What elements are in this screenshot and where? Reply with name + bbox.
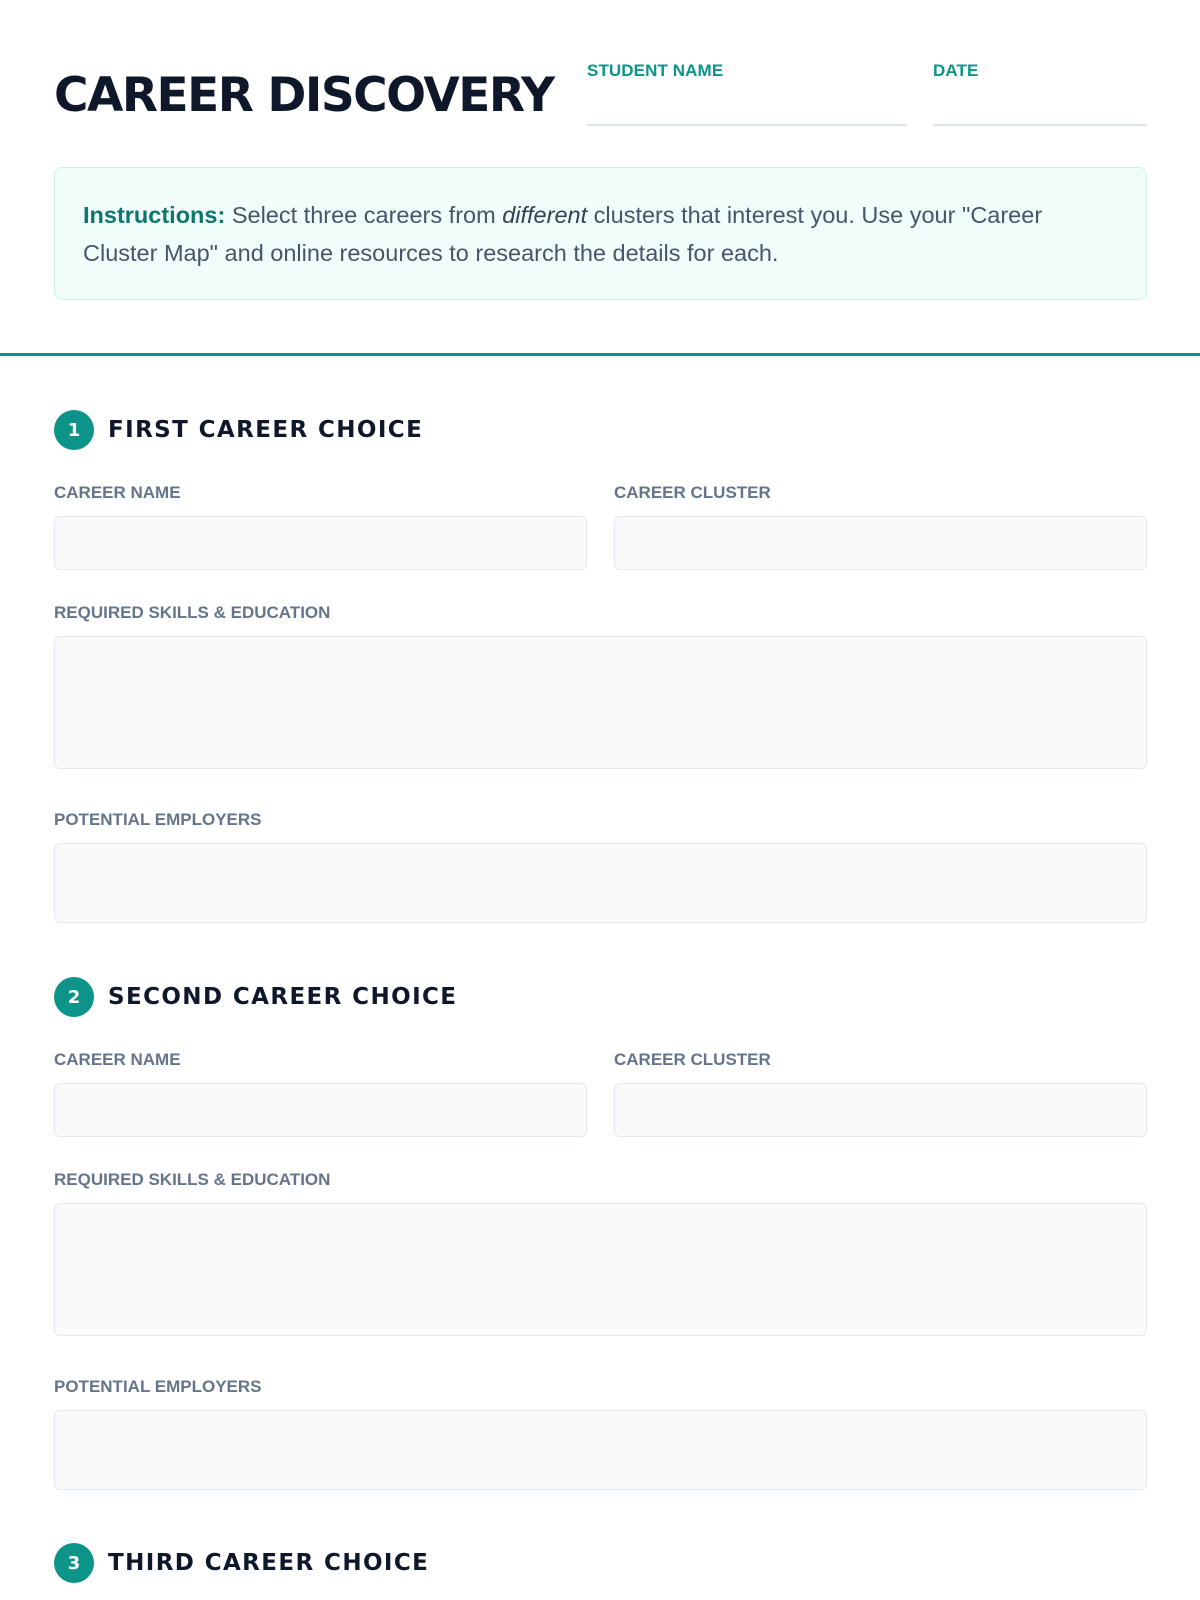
section-number-badge: 3 (54, 1543, 94, 1583)
skills-label: REQUIRED SKILLS & EDUCATION (54, 603, 331, 622)
career-name-input[interactable] (54, 516, 587, 570)
instructions-box (54, 167, 1147, 300)
employers-label: POTENTIAL EMPLOYERS (54, 810, 262, 829)
section-header (54, 410, 423, 450)
career-cluster-input[interactable] (614, 516, 1147, 570)
section-title: THIRD CAREER CHOICE (108, 1550, 430, 1576)
skills-label: REQUIRED SKILLS & EDUCATION (54, 1170, 331, 1189)
student-name-input-line[interactable] (587, 124, 907, 126)
date-label: DATE (933, 61, 979, 80)
section-title: FIRST CAREER CHOICE (108, 417, 424, 443)
career-name-label: CAREER NAME (54, 483, 181, 502)
employers-textarea[interactable] (54, 1410, 1147, 1490)
career-name-input[interactable] (54, 1083, 587, 1137)
career-cluster-label: CAREER CLUSTER (614, 1050, 771, 1069)
instructions-text-before: Select three careers from (225, 202, 503, 228)
section-number-badge: 1 (54, 410, 94, 450)
skills-textarea[interactable] (54, 1203, 1147, 1336)
section-title: SECOND CAREER CHOICE (108, 984, 458, 1010)
instructions-text-after: clusters that interest you. Use your "Career Cluster Map" and online resources to research the details for each. (83, 202, 1043, 266)
instructions-emphasis: different (502, 202, 588, 228)
student-name-label: STUDENT NAME (587, 61, 724, 80)
section-header (54, 1543, 429, 1583)
career-cluster-input[interactable] (614, 1083, 1147, 1137)
date-field (933, 60, 1147, 82)
career-cluster-label: CAREER CLUSTER (614, 483, 771, 502)
skills-textarea[interactable] (54, 636, 1147, 769)
instructions-label: Instructions: (83, 202, 226, 228)
employers-textarea[interactable] (54, 843, 1147, 923)
section-number-badge: 2 (54, 977, 94, 1017)
section-header (54, 977, 457, 1017)
employers-label: POTENTIAL EMPLOYERS (54, 1377, 262, 1396)
student-name-field (587, 60, 907, 82)
page-title: CAREER DISCOVERY (54, 68, 554, 123)
section-divider (0, 353, 1200, 356)
date-input-line[interactable] (933, 124, 1147, 126)
career-name-label: CAREER NAME (54, 1050, 181, 1069)
